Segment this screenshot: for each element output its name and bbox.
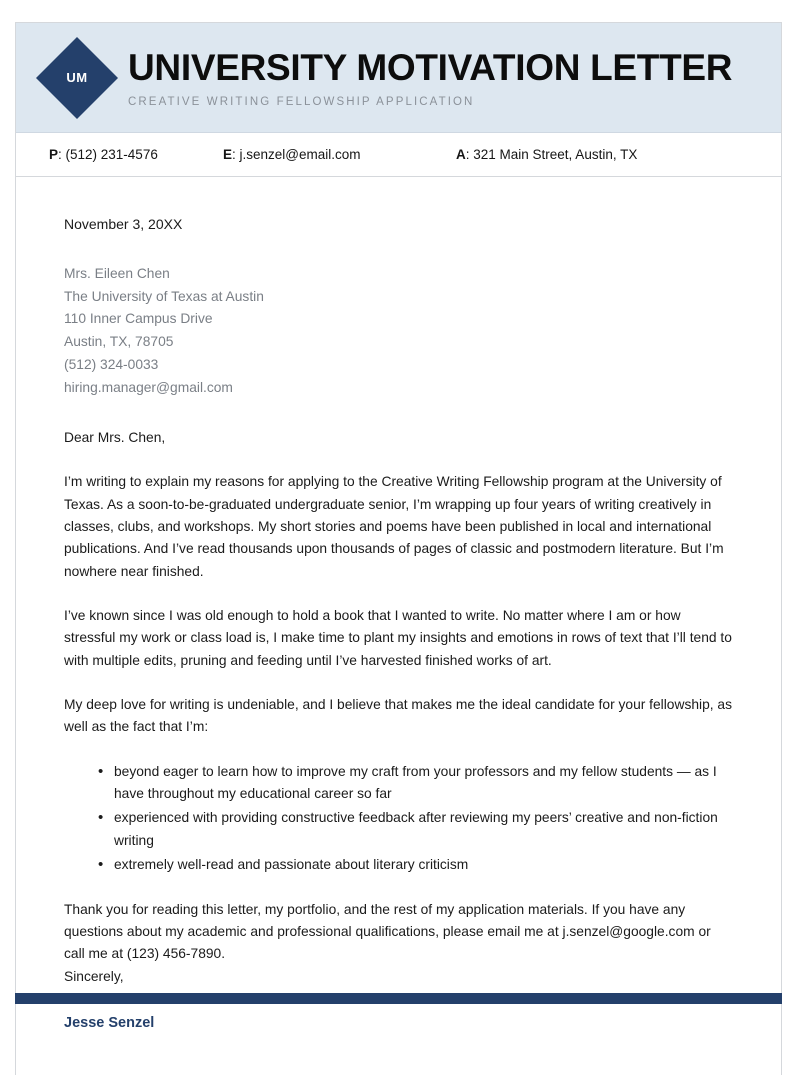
recipient-email: hiring.manager@gmail.com [64, 380, 233, 396]
university-logo [36, 37, 118, 119]
contact-bar [16, 133, 781, 177]
contact-email-value: : j.senzel@email.com [232, 147, 361, 162]
contact-email [223, 147, 456, 162]
body-paragraph-2: I’ve known since I was old enough to hold a book that I wanted to write. No matter where I am or how stressful my work or class load is, I make time to plant my insights and emotions in rows of text that I’ll tend to with multiple edits, pruning and feeding until I’ve harvested finished works of art. [64, 608, 732, 668]
closing-paragraph: Thank you for reading this letter, my portfolio, and the rest of my application materials. If you have any questions about my academic and professional qualifications, please email me at j.senzel@google.com or call me at (123) 456-7890. [64, 901, 711, 962]
body-paragraph-3: My deep love for writing is undeniable, and I believe that makes me the ideal candidate for your fellowship, as well as the fact that I’m: [64, 697, 732, 735]
recipient-phone: (512) 324-0033 [64, 357, 159, 373]
document-subtitle: CREATIVE WRITING FELLOWSHIP APPLICATION [128, 96, 475, 109]
salutation: Dear Mrs. Chen, [64, 430, 166, 446]
contact-phone-key: P [49, 147, 59, 162]
letter-body [16, 177, 781, 1075]
contact-address [456, 147, 637, 162]
recipient-organization: The University of Texas at Austin [64, 288, 264, 304]
contact-phone-value: : (512) 231-4576 [58, 147, 158, 162]
sign-off: Sincerely, [64, 968, 124, 984]
recipient-name: Mrs. Eileen Chen [64, 265, 170, 281]
document-title: UNIVERSITY MOTIVATION LETTER [128, 46, 733, 88]
contact-address-value: : 321 Main Street, Austin, TX [465, 147, 638, 162]
letter-date: November 3, 20XX [64, 216, 183, 232]
list-item: • beyond eager to learn how to improve my craft from your professors and my fellow students — as I have throughout my educational career so far [98, 761, 735, 806]
letterhead [16, 23, 781, 133]
list-item: • extremely well-read and passionate about literary criticism [98, 854, 735, 876]
footer-accent-bar [15, 993, 782, 1004]
body-paragraph-1: I’m writing to explain my reasons for applying to the Creative Writing Fellowship program at the University of Texas. As a soon-to-be-graduated undergraduate senior, I’m wrapping up four years of writing creatively in classes, clubs, and workshops. My short stories and poems have been published in local and international publications. And I’ve read thousands upon thousands of pages of classic and postmodern literature. But I’m nowhere near finished. [64, 474, 724, 579]
contact-email-key: E [223, 147, 233, 162]
qualification-list [64, 761, 735, 877]
logo-initials-label: UM [66, 70, 88, 85]
contact-phone [49, 147, 223, 162]
recipient-city-state-zip: Austin, TX, 78705 [64, 334, 174, 350]
title-block [118, 47, 763, 109]
recipient-address-block [64, 263, 735, 400]
signature-name: Jesse Senzel [64, 1014, 155, 1031]
recipient-street: 110 Inner Campus Drive [64, 311, 213, 327]
letter-page [15, 22, 782, 1075]
contact-address-key: A [456, 147, 466, 162]
list-item: • experienced with providing constructive feedback after reviewing my peers’ creative and non-fiction writing [98, 807, 735, 852]
